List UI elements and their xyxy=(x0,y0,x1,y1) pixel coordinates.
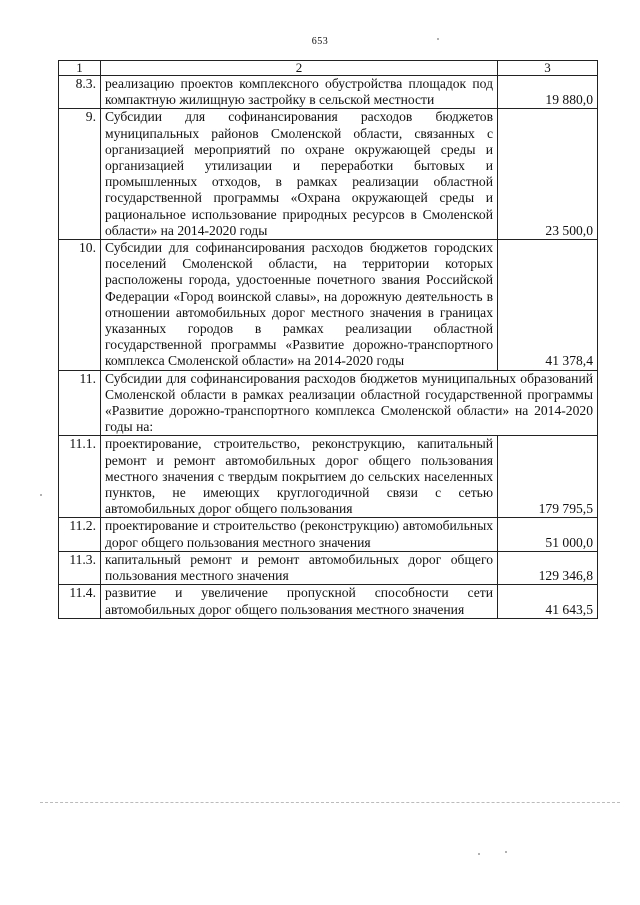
column-header-1: 1 xyxy=(59,61,101,76)
row-number: 11. xyxy=(59,370,101,436)
scan-speck xyxy=(40,494,42,496)
scan-speck xyxy=(505,851,507,853)
page-number: 653 xyxy=(311,36,329,47)
row-amount: 179 795,5 xyxy=(498,436,598,518)
row-description: проектирование, строительство, реконструкцию, капитальный ремонт и ремонт автомобильных дорог общего пользования местного значения с твердым покрытием до сельских населенных пунктов, не имеющих круглогодичной связи с сетью автомобильных дорог общего пользования xyxy=(101,436,498,518)
row-number: 11.1. xyxy=(59,436,101,518)
row-description: развитие и увеличение пропускной способности сети автомобильных дорог общего пользования местного значения xyxy=(101,585,498,618)
row-amount: 41 643,5 xyxy=(498,585,598,618)
table-row xyxy=(59,76,598,109)
row-number: 8.3. xyxy=(59,76,101,109)
table-row xyxy=(59,551,598,584)
table-row-section xyxy=(59,370,598,436)
row-amount: 41 378,4 xyxy=(498,240,598,371)
row-number: 11.3. xyxy=(59,551,101,584)
row-description: проектирование и строительство (реконструкцию) автомобильных дорог общего пользования местного значения xyxy=(101,518,498,551)
column-header-2: 2 xyxy=(101,61,498,76)
table-header-row xyxy=(59,61,598,76)
row-amount: 51 000,0 xyxy=(498,518,598,551)
scan-speck xyxy=(437,38,439,40)
table-row xyxy=(59,518,598,551)
row-number: 9. xyxy=(59,109,101,240)
row-number: 10. xyxy=(59,240,101,371)
row-description: Субсидии для софинансирования расходов бюджетов муниципальных районов Смоленской области, связанных с организацией мероприятий по охране окружающей среды и организацией утилизации и переработки бытовых и промышленных отходов, в рамках реализации областной государственной программы «Охрана окружающей среды и рациональное использование природных ресурсов в Смоленской области» на 2014-2020 годы xyxy=(101,109,498,240)
row-description: Субсидии для софинансирования расходов бюджетов муниципальных образований Смоленской области в рамках реализации областной государственной программы «Развитие дорожно-транспортного комплекса Смоленской области» на 2014-2020 годы на: xyxy=(101,370,598,436)
row-amount: 19 880,0 xyxy=(498,76,598,109)
table-row xyxy=(59,109,598,240)
row-number: 11.4. xyxy=(59,585,101,618)
table-row xyxy=(59,436,598,518)
row-description: капитальный ремонт и ремонт автомобильных дорог общего пользования местного значения xyxy=(101,551,498,584)
row-number: 11.2. xyxy=(59,518,101,551)
budget-table xyxy=(58,60,598,619)
scan-artifact-line xyxy=(40,802,620,803)
row-description: Субсидии для софинансирования расходов бюджетов городских поселений Смоленской области, на территории которых расположены города, удостоенные почетного звания Российской Федерации «Город воинской славы», на дорожную деятельность в отношении автомобильных дорог местного значения в границах указанных городов в рамках реализации областной государственной программы «Развитие дорожно-транспортного комплекса Смоленской области» на 2014-2020 годы xyxy=(101,240,498,371)
column-header-3: 3 xyxy=(498,61,598,76)
table-row xyxy=(59,240,598,371)
row-description: реализацию проектов комплексного обустройства площадок под компактную жилищную застройку в сельской местности xyxy=(101,76,498,109)
row-amount: 129 346,8 xyxy=(498,551,598,584)
row-amount: 23 500,0 xyxy=(498,109,598,240)
scan-speck xyxy=(478,853,480,855)
table-row xyxy=(59,585,598,618)
